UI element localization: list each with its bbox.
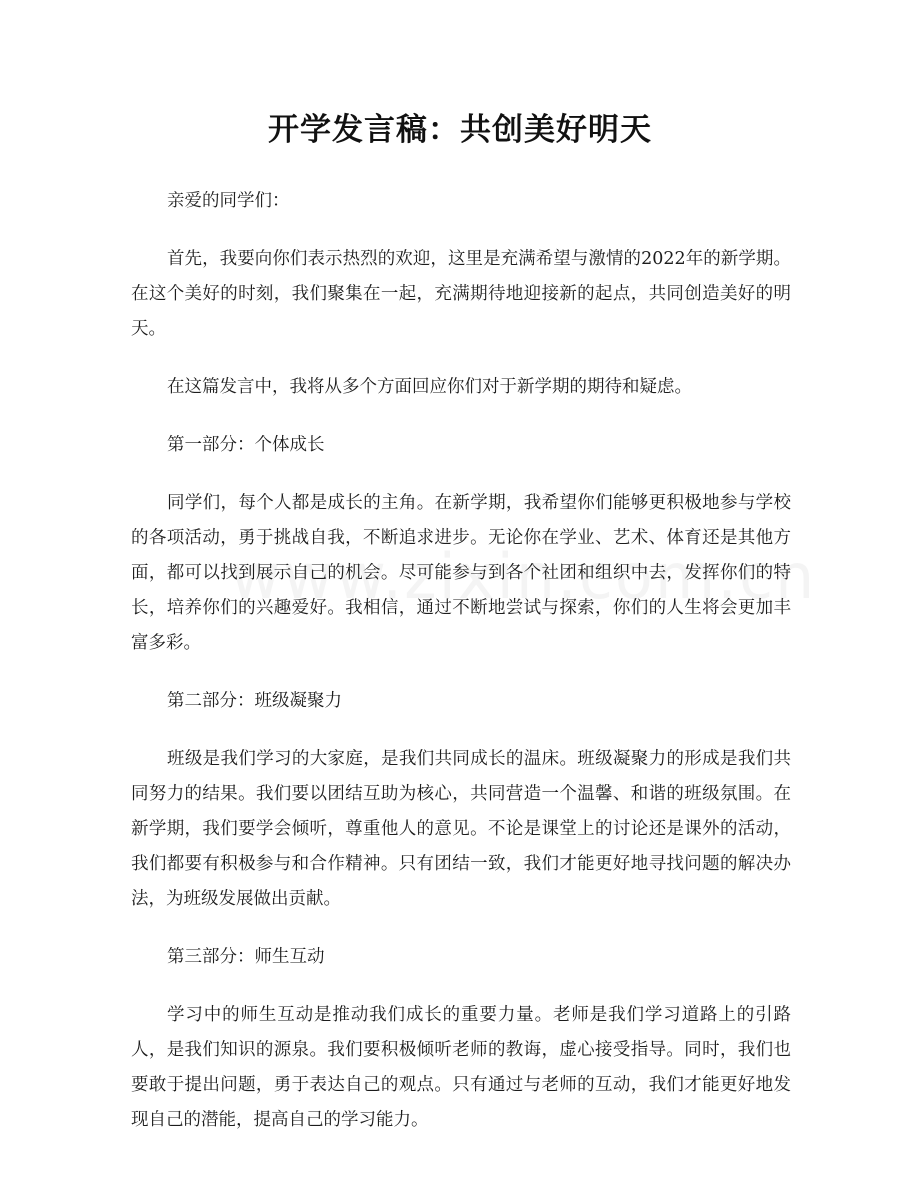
- document-body: [131, 184, 791, 1161]
- paragraph-section-2: 班级是我们学习的大家庭，是我们共同成长的温床。班级凝聚力的形成是我们共同努力的结果。我们要以团结互助为核心，共同营造一个温馨、和谐的班级氛围。在新学期，我们要学会倾听，尊重他人的意见。不论是课堂上的讨论还是课外的活动，我们都要有积极参与和合作精神。只有团结一致，我们才能更好地寻找问题的解决办法，为班级发展做出贡献。: [131, 749, 791, 909]
- section-heading-2: 第二部分：班级凝聚力: [167, 691, 342, 711]
- page-title: 开学发言稿：共创美好明天: [268, 112, 652, 148]
- section-heading-1: 第一部分：个体成长: [167, 435, 325, 455]
- salutation: 亲爱的同学们：: [167, 191, 290, 211]
- section-heading-3: 第三部分：师生互动: [167, 947, 325, 967]
- paragraph-section-1: 同学们，每个人都是成长的主角。在新学期，我希望你们能够更积极地参与学校的各项活动，勇于挑战自我，不断追求进步。无论你在学业、艺术、体育还是其他方面，都可以找到展示自己的机会。尽可能参与到各个社团和组织中去，发挥你们的特长，培养你们的兴趣爱好。我相信，通过不断地尝试与探索，你们的人生将会更加丰富多彩。: [131, 493, 791, 653]
- paragraph-section-3: 学习中的师生互动是推动我们成长的重要力量。老师是我们学习道路上的引路人，是我们知识的源泉。我们要积极倾听老师的教诲，虚心接受指导。同时，我们也要敢于提出问题，勇于表达自己的观点。只有通过与老师的互动，我们才能更好地发现自己的潜能，提高自己的学习能力。: [131, 1005, 791, 1130]
- paragraph-overview: 在这篇发言中，我将从多个方面回应你们对于新学期的期待和疑虑。: [167, 377, 692, 397]
- paragraph-intro: 首先，我要向你们表示热烈的欢迎，这里是充满希望与激情的2022年的新学期。在这个美好的时刻，我们聚集在一起，充满期待地迎接新的起点，共同创造美好的明天。: [131, 249, 791, 339]
